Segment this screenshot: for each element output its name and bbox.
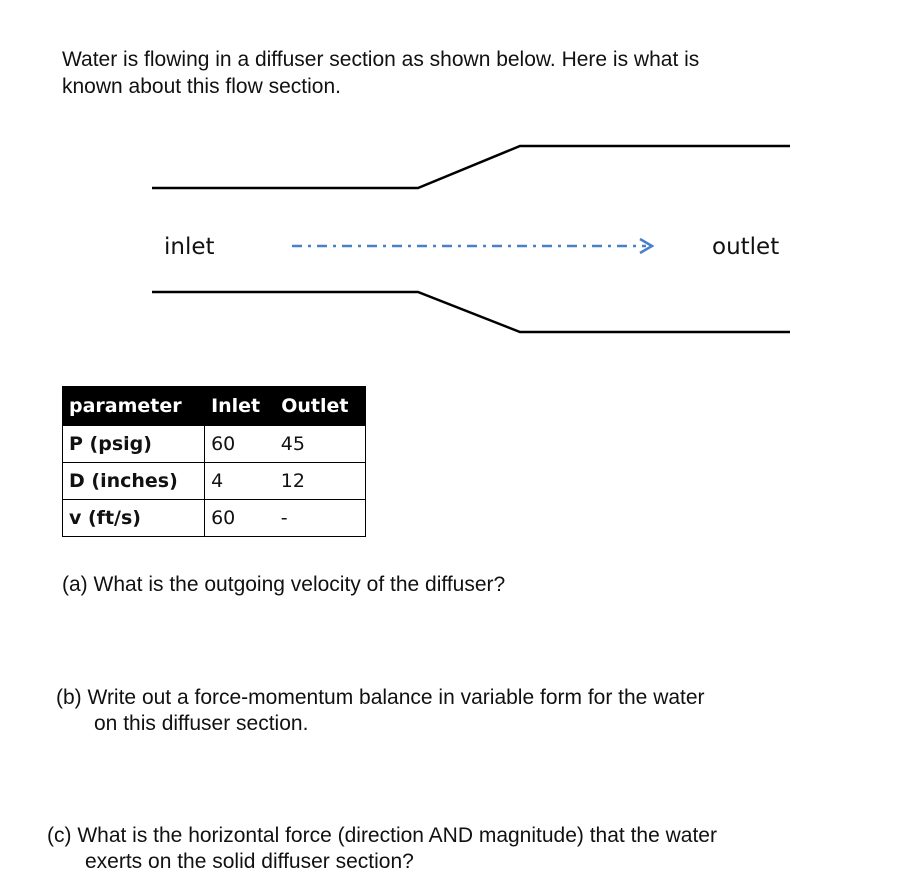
header-inlet: Inlet <box>205 387 275 426</box>
diffuser-bottom-wall <box>152 292 790 332</box>
row-outlet-value: 45 <box>275 426 366 463</box>
row-outlet-value: - <box>275 500 366 537</box>
row-inlet-value: 60 <box>205 500 275 537</box>
question-c <box>47 823 717 875</box>
parameters-table <box>62 386 366 537</box>
question-b-line-1: (b) Write out a force-momentum balance in variable form for the water <box>56 686 705 709</box>
question-b <box>56 685 705 737</box>
row-inlet-value: 60 <box>205 426 275 463</box>
question-b-line-2: on this diffuser section. <box>94 712 309 735</box>
inlet-label: inlet <box>164 234 215 260</box>
row-parameter: v (ft/s) <box>63 500 205 537</box>
question-c-line-2: exerts on the solid diffuser section? <box>85 850 414 873</box>
question-c-line-1: (c) What is the horizontal force (direction AND magnitude) that the water <box>47 824 717 847</box>
intro-line-1: Water is flowing in a diffuser section as shown below. Here is what is <box>62 48 700 71</box>
row-parameter: D (inches) <box>63 463 205 500</box>
intro-line-2: known about this flow section. <box>62 75 341 98</box>
diffuser-top-wall <box>152 146 790 188</box>
question-a <box>62 572 505 598</box>
row-parameter: P (psig) <box>63 426 205 463</box>
table-row <box>63 500 366 537</box>
question-a-line-1: (a) What is the outgoing velocity of the diffuser? <box>62 573 506 596</box>
diffuser-diagram <box>0 130 906 350</box>
row-inlet-value: 4 <box>205 463 275 500</box>
header-parameter: parameter <box>63 387 205 426</box>
outlet-label: outlet <box>712 234 780 260</box>
row-outlet-value: 12 <box>275 463 366 500</box>
table-row <box>63 463 366 500</box>
intro-text <box>62 46 862 100</box>
header-outlet: Outlet <box>275 387 366 426</box>
table-header-row <box>63 387 366 426</box>
table-row <box>63 426 366 463</box>
